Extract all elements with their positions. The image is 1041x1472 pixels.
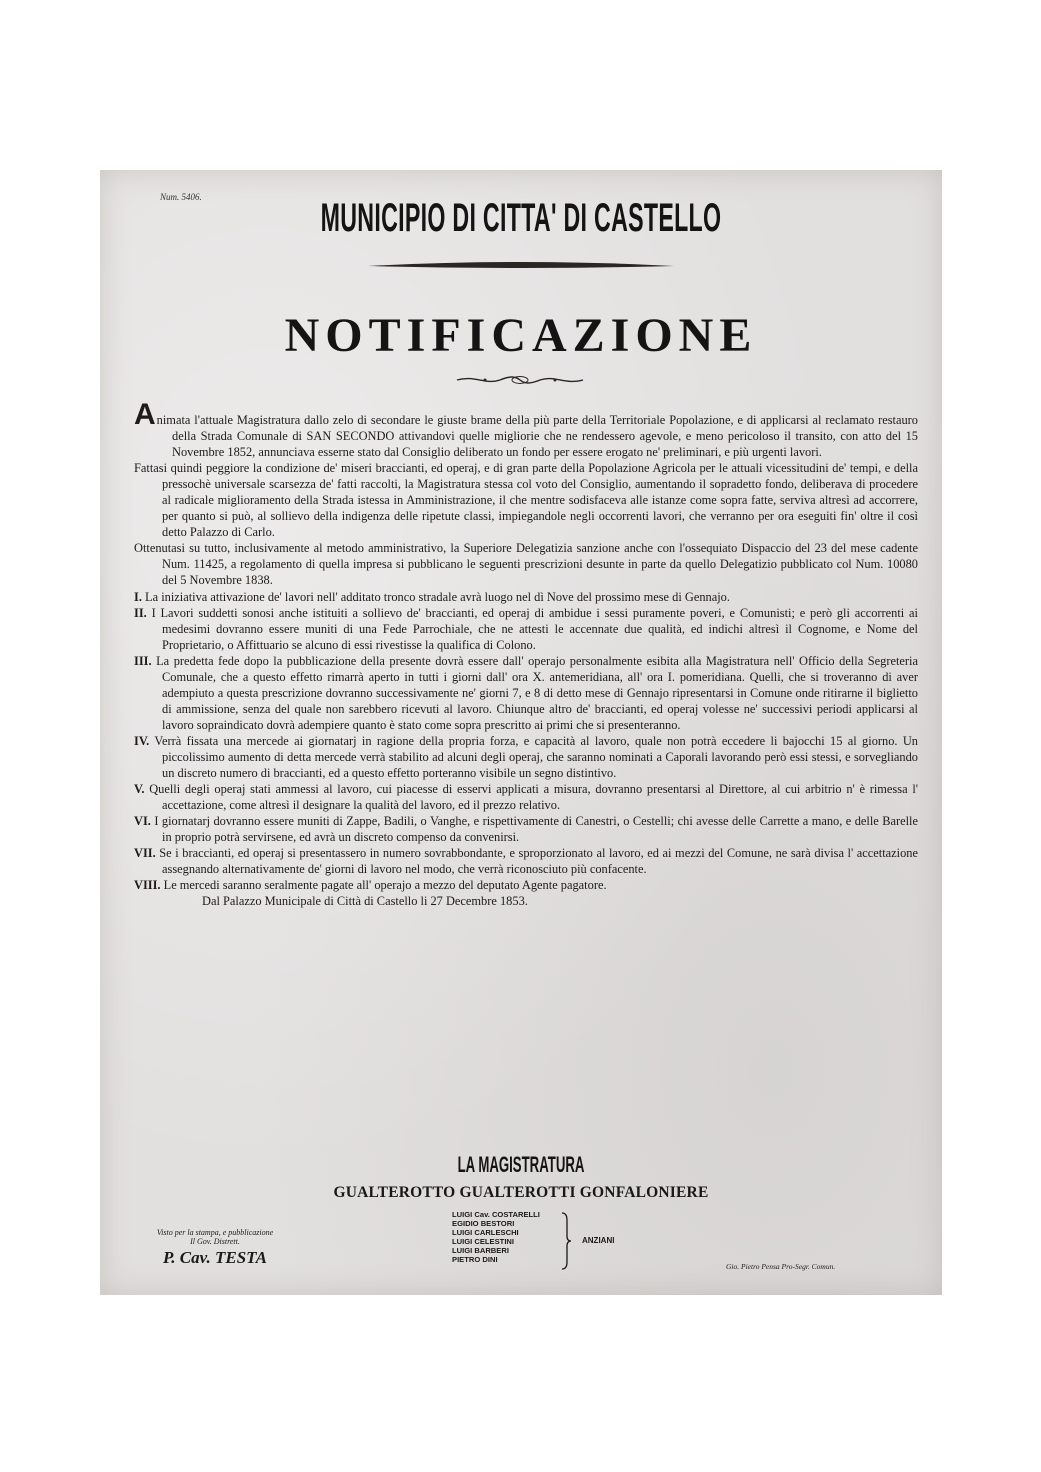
article-text: I Lavori suddetti sonosi anche istituiti a sollievo de' braccianti, ed operaj di ambidue i sessi puramente poveri, e Comunisti; e però gli accorrenti ai medesimi dovranno essere muniti di una Fede Parrochiale, che ne attesti le accennate due qualità, ed indichi altresì il Cognome, e Nome del Proprietario, o Affittuario se alcuno di essi rivestisse la qualifica di Colono. bbox=[151, 605, 918, 652]
dateline: Dal Palazzo Municipale di Città di Castello li 27 Decembre 1853. bbox=[202, 894, 528, 909]
visto-note bbox=[120, 1228, 310, 1246]
magistratura-heading: LA MAGISTRATURA bbox=[457, 1152, 585, 1177]
anziani-label: ANZIANI bbox=[582, 1236, 615, 1245]
anziano-name: LUIGI BARBERI bbox=[452, 1246, 509, 1256]
paragraph-text: nimata l'attuale Magistratura dallo zelo di secondare le giuste brame della più parte della Territoriale Popolazione, e di applicarsi al reclamato restauro della Strada Comunale di SAN SECONDO attivandovi quelle migliorie che ne rendessero agevole, e meno pericoloso il transito, con atto del 15 Novembre 1852, annunciava esserne stato dal Consiglio deliberato un fondo per essere erogato ne' preliminari, e più urgenti lavori. bbox=[156, 413, 918, 460]
visto-line: Visto per la stampa, e pubblicazione bbox=[156, 1228, 274, 1237]
article-7 bbox=[134, 845, 918, 877]
article-3 bbox=[134, 653, 918, 733]
article-4 bbox=[134, 733, 918, 781]
article-numeral: III. bbox=[134, 653, 152, 668]
article-text: Quelli degli operaj stati ammessi al lavoro, cui piacesse di esservi applicati a misura, dovranno presentarsi al Direttore, al cui arbitrio n' è rimessa l' accettazione, come altresì il designare la qualità del lavoro, ed il prezzo relativo. bbox=[149, 782, 918, 813]
gonfaloniere-signature: GUALTEROTTO GUALTEROTTI GONFALONIERE bbox=[333, 1184, 709, 1201]
notice-body bbox=[134, 398, 918, 909]
article-2 bbox=[134, 605, 918, 653]
drop-cap: A bbox=[134, 398, 156, 431]
segretario-signature: Gio. Pietro Pensa Pro-Segr. Comun. bbox=[726, 1262, 836, 1271]
anziano-name: PIETRO DINI bbox=[452, 1255, 498, 1265]
article-text: I giornatarj dovranno essere muniti di Zappe, Badili, o Vanghe, e rispettivamente di Canestri, o Cestelli; chi avesse delle Carrette a mano, e delle Barelle in proprio potrà servirsene, ed avrà un discreto compenso da convenirsi. bbox=[154, 814, 918, 845]
article-text: La predetta fede dopo la pubblicazione della presente dovrà essere dall' operajo personalmente esibita alla Magistratura nell' Officio della Segreteria Comunale, che a questo effetto rimarrà aperto in tutti i giorni dall' ora X. antemeridiana, all' ora I. pomeridiana. Quelli, che si troveranno di aver adempiuto a questa prescrizione dovranno successivamente ne' giorni 7, e 8 di detto mese di Gennajo ripresentarsi in Comune onde ritirarne il biglietto di ammissione, senza del quale non sarebbero ricevuti al lavoro. Chiunque altro de' braccianti, ed operaj volesse ne' successivi periodi applicarsi al lavoro sopraindicato dovrà adempiere quanto è stato come sopra prescritto ai primi che si presenteranno. bbox=[156, 653, 918, 732]
article-numeral: IV. bbox=[134, 733, 150, 748]
article-text: Le mercedi saranno seralmente pagate all' operajo a mezzo del deputato Agente pagatore. bbox=[163, 878, 607, 893]
visto-line: Il Gov. Distrett. bbox=[190, 1237, 240, 1246]
article-numeral: V. bbox=[134, 782, 145, 797]
anziani-list bbox=[452, 1210, 540, 1265]
article-numeral: II. bbox=[134, 605, 147, 620]
article-text: La iniziativa attivazione de' lavori nell' additato tronco stradale avrà luogo nel dì Nove del prossimo mese di Gennajo. bbox=[145, 589, 730, 604]
article-8 bbox=[134, 877, 918, 893]
paragraph-intro bbox=[134, 398, 918, 460]
article-numeral: VIII. bbox=[134, 878, 161, 893]
testa-signature: P. Cav. TESTA bbox=[163, 1248, 267, 1267]
article-6 bbox=[134, 813, 918, 845]
brace-icon bbox=[560, 1212, 572, 1270]
article-1 bbox=[134, 589, 918, 605]
anziano-name: LUIGI CARLESCHI bbox=[452, 1228, 519, 1238]
article-text: Se i braccianti, ed operaj si presentassero in numero sovrabbondante, e sproporzionato al lavoro, ed ai mezzi del Comune, ne sarà divisa l' accettazione assegnando alternativamente de' giorni di lavoro nel modo, che verrà riconosciuto più confacente. bbox=[159, 846, 918, 877]
notificazione-title: NOTIFICAZIONE bbox=[284, 309, 758, 362]
paragraph-condition: Fattasi quindi peggiore la condizione de' miseri braccianti, ed operaj, e di gran parte della Popolazione Agricola per le attuali vicessitudini de' tempi, e della pressochè universale scarsezza de' fatti raccolti, la Magistratura stessa col voto del Consiglio, aumentando il sopradetto fondo, deliberava di procedere al radicale miglioramento della Strada istessa in Amministrazione, il che mentre sodisfaceva alle istanze come sopra fatte, serviva altresì ad accorrere, per quanto si può, al sollievo della indigenza delle ripetute classi, impiegandole negli occorrenti lavori, che verranno per ora eseguiti fin' oltre il così detto Palazzo di Carlo. bbox=[134, 461, 918, 540]
article-numeral: VI. bbox=[134, 814, 151, 829]
ornament-divider bbox=[455, 374, 585, 386]
document-number: Num. 5406. bbox=[160, 192, 202, 202]
notice-sheet bbox=[100, 170, 942, 1295]
divider-rule bbox=[368, 260, 674, 272]
article-numeral: I. bbox=[134, 589, 142, 604]
article-text: Verrà fissata una mercede ai giornatarj in ragione della propria forza, e capacità al lavoro, quale non potrà eccedere li bajocchi 15 al giorno. Un piccolissimo aumento di detta mercede verrà stabilito ad alcuni degli operaj, che saranno nominati a Caporali lavorando però essi stessi, e sorvegliando un discreto numero di braccianti, ed a questo effetto porteranno visibile un segno distintivo. bbox=[154, 733, 918, 781]
municipio-heading: MUNICIPIO DI CITTA' DI CASTELLO bbox=[320, 196, 722, 240]
paragraph-sanction: Ottenutasi su tutto, inclusivamente al metodo amministrativo, la Superiore Delegatizia sanzione anche con l'ossequiato Dispaccio del 23 del mese cadente Num. 11425, a regolamento di quella impresa si pubblicano le seguenti prescrizioni desunte in parte da quello Delegatizio pubblicato col Num. 10080 del 5 Novembre 1838. bbox=[134, 541, 918, 588]
article-numeral: VII. bbox=[134, 846, 156, 861]
anziano-name: LUIGI Cav. COSTARELLI bbox=[452, 1210, 540, 1219]
anziano-name: EGIDIO BESTORI bbox=[452, 1219, 515, 1229]
anziano-name: LUIGI CELESTINI bbox=[452, 1237, 515, 1247]
article-5 bbox=[134, 781, 918, 813]
